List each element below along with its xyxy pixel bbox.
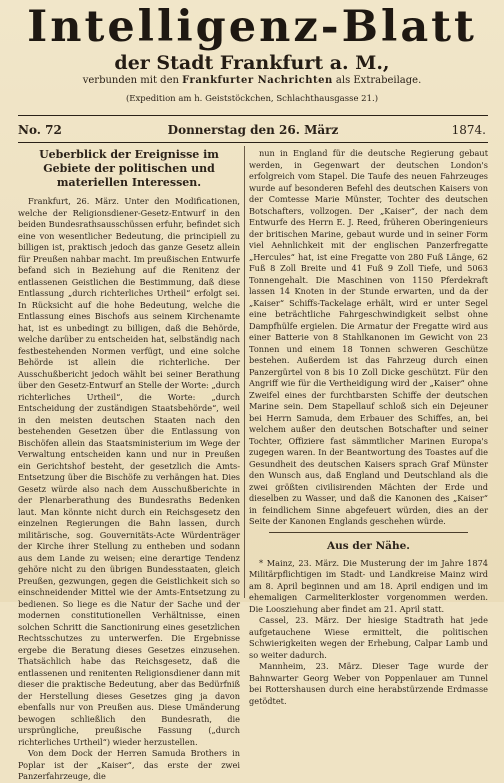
news-item: * Mainz, 23. März. Die Musterung der im Jahre 1874 Militärpflichtigen im Stadt- und Landkreise Mainz wird am 8. April beginnen und am 18. April endigen und im ehemaligen Carmeliterkloster vorgenommen werden. Die Loosziehung aber findet am 21. April statt. [249,557,488,614]
article-paragraph: nun in England für die deutsche Regierung gebaut werden, in Gegenwart der deutschen London's erfolgreich vom Stapel. Die Taufe des neuen Fahrzeuges wurde auf besonderen Befehl des deutschen Kaisers von der Comtesse Marie Münster, Tochter des deutschen Botschafters, vollzogen. Der „Kaiser“, der nach dem Entwurfe des Herrn E. J. Reed, früheren Oberingenieurs der britischen Marine, gebaut wurde und in seiner Form viel Aehnlichkeit mit der englischen Panzerfregatte „Hercules“ hat, ist eine Fregatte von 280 Fuß Länge, 62 Fuß 8 Zoll Breite und 41 Fuß 9 Zoll Tiefe, und 5063 Tonnengehalt. Die Maschinen von 1150 Pferdekraft lassen 14 Knoten in der Stunde erwarten, und da der „Kaiser“ Schiffs-Tackelage erhält, wird er unter Segel eine beträchtliche Fahrgeschwindigkeit selbst ohne Dampfhülfe ergielen. Die Armatur der Fregatte wird aus einer Batterie von 8 Stahlkanonen im Gewicht von 23 Tonnen und einem 18 Tonnen schweren Geschütze bestehen. Außerdem ist das Fahrzeug durch einen Panzergürtel von 8 bis 10 Zoll Dicke geschützt. Für den Angriff wie für die Vertheidigung wird der „Kaiser“ ohne Zweifel eines der furchtbarsten Schiffe der deutschen Marine sein. Dem Stapellauf schloß sich ein Dejeuner bei Herrn Samuda, dem Erbauer des Schiffes, an, bei welchem außer den deutschen Botschafter und seiner Tochter, Offiziere fast sämmtlicher Marinen Europa's zugegen waren. In der Beantwortung des Toastes auf die Gesundheit des deutschen Kaisers sprach Graf Münster den Wunsch aus, daß England und Deutschland als die zwei größten civilisirenden Mächten der Erde und dieselben zu Wasser, und daß die Kanonen des „Kaiser“ in feindlichem Sinne abgefeuert würden, dies an der Seite der Kanonen Englands geschehen würde. [249,148,488,526]
affiliation-suffix: als Extrabeilage. [332,75,422,86]
affiliation-prefix: verbunden mit den [82,75,183,86]
section-divider [269,532,468,533]
dateline [18,120,488,140]
masthead-title: Intelligenz-Blatt [27,2,477,52]
news-item: Cassel, 23. März. Der hiesige Stadtrath hat jede aufgetauchene Wiese ermittelt, die politischen Schwierigkeiten wegen der Erhebung, Calpar Lamb und so weiter dadurch. [249,615,488,660]
article-heading-overview: Ueberblick der Ereignisse im Gebiete der politischen und materiellen Interessen. [39,148,219,189]
news-item: Mannheim, 23. März. Dieser Tage wurde der Bahnwarter Georg Weber von Poppenlauer am Tunnel bei Rottershausen durch eine herabstürzende Erdmasse getödtet. [249,661,488,706]
rule-top [18,115,488,116]
issue-date: Donnerstag den 26. März [167,123,339,137]
section-heading-local: Aus der Nähe. [327,539,410,552]
masthead-expedition: (Expedition am h. Geiststöckchen, Schlachthausgasse 21.) [125,94,379,104]
article-paragraph: Von dem Dock der Herren Samuda Brothers in Poplar ist der „Kaiser“, das erste der zwei Panzerfahrzeuge, die [18,748,240,781]
masthead-subtitle: der Stadt Frankfurt a. M., [114,52,390,74]
column-separator [244,146,245,598]
article-paragraph: Frankfurt, 26. März. Unter den Modificationen, welche der Religionsdiener-Gesetz-Entwurf in den beiden Bundesrathsausschüssen erfuhr, befindet sich eine von wesentlicher Bedeutung, die principiell zu billigen ist, praktisch jedoch das ganze Gesetz allein für Preußen nahbar macht. Im preußischen Entwurfe befand sich in Beziehung auf die Renitenz der entlassenen Geistlichen die Bestimmung, daß diese Entlassung „durch richterliches Urtheil“ erfolgt sei. In Rücksicht auf die hohe Bedeutung, welche die Entlassung eines Bischofs aus seinem Kirchenamte hat, ist es unbedingt zu billigen, daß die Behörde, welche darüber zu entscheiden hat, selbständig nach festbestehenden Normen verfügt, und eine solche Behörde ist allein die richterliche. Der Ausschußbericht jedoch wählt bei seiner Berathung über den Gesetz-Entwurf an Stelle der Worte: „durch richterliches Urtheil“, die Worte: „durch Entscheidung der zuständigen Staatsbehörde“, weil in den meisten deutschen Staaten nach den bestehenden Gesetzen über die Entlassung von Bischöfen allein das Staatsministerium im Wege der Verwaltung entscheiden kann und nur in Preußen ein Gerichtshof besteht, der gesetzlich die Amts-Entsetzung über die Bischöfe zu verhängen hat. Dies Gesetz würde also nach dem Ausschußberichte in der Plenarberathung des Bundesraths Bedenken laut. Man könnte nicht durch ein Reichsgesetz den einzelnen Regierungen die Bahn lassen, durch militärische, sog. Gouvernitäts-Acte Würdenträger der Kirche ihrer Stellung zu entheben und sodann aus dem Lande zu weisen; eine derartige Tendenz gehöre nicht zu den übrigen Bundesstaaten, gleich Preußen, gezwungen, gegen die Geistlichkeit sich so einschneidender Mittel wie der Amts-Entsetzung zu bedienen. So liege es die Natur der Sache und der modernen constitutionellen Verhältnisse, einen solchen Schritt die Sanctionirung eines gesetzlichen Rechtsschutzes zu unterwerfen. Die Ergebnisse ergebe die Beratung dieses Gesetzes einzusehen. Thatsächlich habe das Reichsgesetz, daß die entlassenen und renitenten Religionsdiener dann mit dieser die praktische Bedeutung, aber das Bedürfniß der Herstellung dieses Gesetzes ging ja davon ebenfalls nur von Preußen aus. Diese Umänderung bewogen schließlich den Bundesrath, die ursprüngliche, preußische Fassung („durch richterliches Urtheil“) wieder herzustellen. [18,196,240,747]
column-right [249,148,488,707]
column-left [18,148,240,783]
affiliation-paper-name: Frankfurter Nachrichten [182,75,333,86]
issue-number: No. 72 [18,123,62,137]
issue-year: 1874. [451,123,486,137]
rule-bottom [18,142,488,143]
masthead-affiliation [0,74,504,87]
